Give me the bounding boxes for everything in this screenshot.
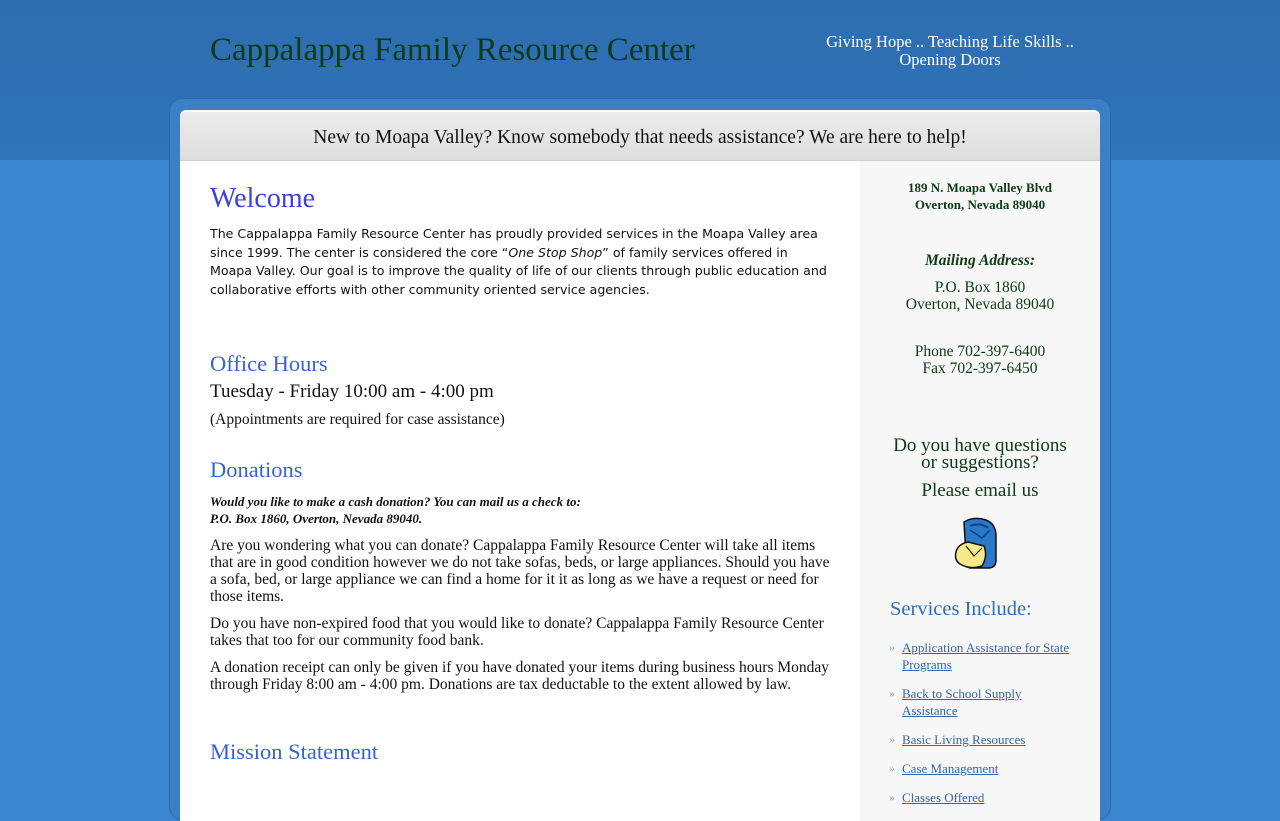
donations-paragraph-receipt: A donation receipt can only be given if you have donated your items during business hours Monday through Friday 8:00 am - 4:00 pm. Donations are tax deductable to the extent allowed by law. [210, 659, 830, 693]
bullet-icon: » [889, 686, 895, 700]
mailing-address [880, 279, 1080, 313]
main-content [210, 183, 830, 765]
cash-donation-line2: P.O. Box 1860, Overton, Nevada 89040. [210, 511, 423, 526]
services-list [888, 639, 1078, 818]
bullet-icon: » [889, 732, 895, 746]
site-title[interactable]: Cappalappa Family Resource Center [210, 32, 695, 68]
appointment-note: (Appointments are required for case assistance) [210, 411, 505, 428]
service-link-state-programs[interactable]: Application Assistance for State Programs [902, 640, 1070, 672]
questions-line1: Do you have questions [893, 435, 1067, 456]
office-hours-heading: Office Hours [210, 351, 328, 376]
mailing-address-line2: Overton, Nevada 89040 [905, 296, 1055, 313]
fax-number: Fax 702-397-6450 [922, 360, 1038, 377]
street-address [880, 179, 1080, 213]
mailing-address-label: Mailing Address: [924, 252, 1036, 269]
service-link-classes-offered[interactable]: Classes Offered [902, 790, 985, 805]
bullet-icon: » [889, 640, 895, 654]
bullet-icon: » [889, 790, 895, 804]
questions-prompt [870, 437, 1090, 471]
email-us-text: Please email us [921, 480, 1039, 501]
site-tagline: Giving Hope .. Teaching Life Skills .. Opening Doors [826, 32, 1074, 69]
donations-paragraph-items: Are you wondering what you can donate? Cappalappa Family Resource Center will take all items that are in good condition however we do not take sofas, beds, or large appliances. Should you have a sofa, bed, or large appliance we can find a home for it it as long as we have a request or need for those items. [210, 537, 830, 605]
service-item [888, 731, 1078, 748]
bullet-icon: » [889, 761, 895, 775]
service-link-school-supply[interactable]: Back to School Supply Assistance [902, 686, 1022, 718]
mission-heading: Mission Statement [210, 739, 379, 764]
office-hours-text: Tuesday - Friday 10:00 am - 4:00 pm [210, 381, 494, 402]
service-item [888, 639, 1078, 673]
questions-line2: or suggestions? [921, 452, 1039, 473]
street-address-line1: 189 N. Moapa Valley Blvd [907, 180, 1053, 195]
cash-donation-note [210, 493, 830, 527]
cash-donation-line1: Would you like to make a cash donation? You can mail us a check to: [210, 494, 581, 509]
service-item [888, 760, 1078, 777]
mailing-address-line1: P.O. Box 1860 [934, 279, 1026, 296]
donations-paragraph-food: Do you have non-expired food that you would like to donate? Cappalappa Family Resource Center takes that too for our community food bank. [210, 615, 824, 649]
service-item [888, 685, 1078, 719]
service-link-case-management[interactable]: Case Management [902, 761, 999, 776]
mailbox-icon[interactable] [952, 516, 1000, 572]
service-link-basic-living[interactable]: Basic Living Resources [902, 732, 1026, 747]
street-address-line2: Overton, Nevada 89040 [914, 197, 1046, 212]
service-item [888, 789, 1078, 806]
contact-numbers [880, 343, 1080, 377]
services-heading: Services Include: [890, 598, 1032, 620]
welcome-text-part1: The Cappalappa Family Resource Center has proudly provided services in the Moapa Valley area since 1999. The center is considered the core “ [210, 226, 818, 260]
phone-number: Phone 702-397-6400 [914, 343, 1046, 360]
one-stop-shop-text: One Stop Shop [508, 244, 603, 260]
help-banner: New to Moapa Valley? Know somebody that needs assistance? We are here to help! [180, 110, 1100, 163]
welcome-text-part2: ” of family services offered in Moapa Valley. Our goal is to improve the quality of life of our clients through public education and collaborative efforts with other community oriented service agencies. [210, 244, 827, 297]
welcome-text [210, 225, 830, 299]
donations-heading: Donations [210, 457, 303, 482]
welcome-heading: Welcome [210, 183, 316, 214]
